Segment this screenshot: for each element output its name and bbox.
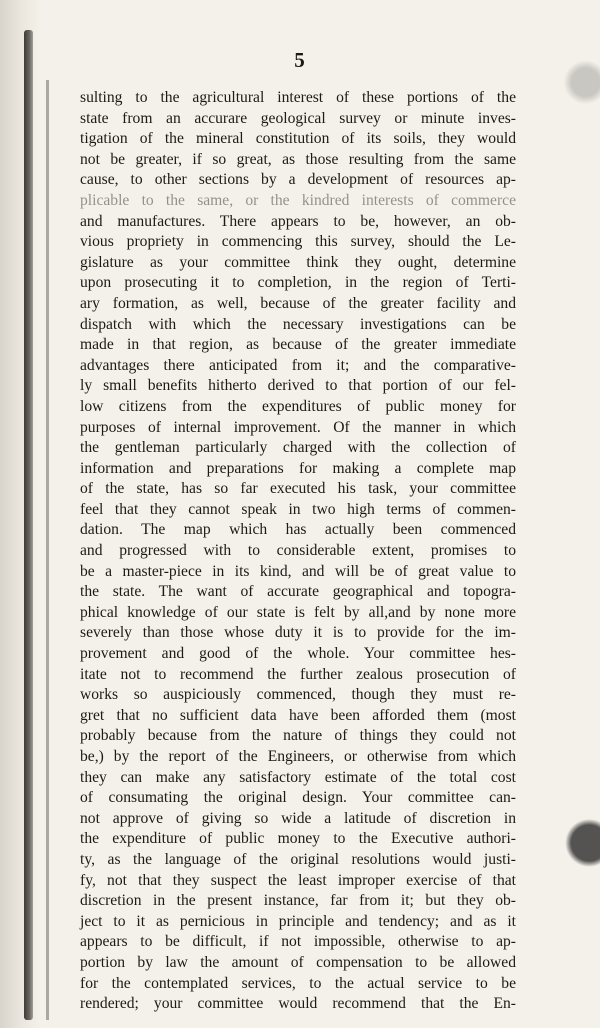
text-line: gret that no sufficient data have been afforded them (most [80,706,516,724]
text-line: dation. The map which has actually been commenced [80,521,516,539]
text-line: state from an accurare geological survey or minute inves- [80,109,516,127]
text-line: for the contemplated services, to the actual service to be [80,974,516,992]
text-line: gislature as your committee think they ought, determine [80,253,516,271]
text-line: portion by law the amount of compensation to be allowed [80,953,516,971]
text-line: of the state, has so far executed his task, your committee [80,480,516,498]
text-line: ject to it as pernicious in principle and tendency; and as it [80,912,516,930]
text-line: the gentleman particularly charged with the collection of [80,439,516,457]
right-margin-smudges [564,0,600,1028]
text-line: ty, as the language of the original resolutions would justi- [80,850,516,868]
text-line: provement and good of the whole. Your committee hes- [80,645,516,663]
text-line: be,) by the report of the Engineers, or otherwise from which [80,748,516,765]
text-line: information and preparations for making a complete map [80,459,516,477]
text-line: and progressed with to considerable extent, promises to [80,542,516,560]
text-line: appears to be difficult, if not impossible, otherwise to ap- [80,933,516,951]
binding-inner-rule [46,80,49,1020]
text-line: rendered; your committee would recommend that the En- [80,995,516,1013]
text-line: ly small benefits hitherto derived to that portion of our fel- [80,377,516,395]
text-line: probably because from the nature of things they could not [80,727,516,745]
text-line: works so auspiciously commenced, though they must re- [80,686,516,704]
text-line: dispatch with which the necessary investigations can be [80,315,516,333]
body-text [80,88,516,1015]
text-line: low citizens from the expenditures of public money for [80,397,516,415]
binding-edge [24,30,33,1020]
text-line: plicable to the same, or the kindred interests of commerce [80,191,516,209]
text-line: upon prosecuting it to completion, in the region of Terti- [80,274,516,292]
text-line: not approve of giving so wide a latitude of discretion in [80,809,516,827]
text-line: phical knowledge of our state is felt by all,and by none more [80,603,516,621]
text-line: the expenditure of public money to the Executive authori- [80,830,516,848]
text-line: not be greater, if so great, as those resulting from the same [80,150,516,168]
text-line: advantages there anticipated from it; and the comparative- [80,356,516,374]
text-line: of consumating the original design. Your committee can- [80,789,516,807]
text-line: purposes of internal improvement. Of the manner in which [80,418,516,436]
page-number: 5 [294,48,306,72]
text-line: fy, not that they suspect the least improper exercise of that [80,871,516,889]
text-line: sulting to the agricultural interest of these portions of the [80,89,516,106]
text-line: itate not to recommend the further zealous prosecution of [80,665,516,683]
text-line: they can make any satisfactory estimate of the total cost [80,768,516,786]
text-line: the state. The want of accurate geographical and topogra- [80,583,516,601]
text-line: cause, to other sections by a development of resources ap- [80,171,516,189]
text-line: severely than those whose duty it is to provide for the im- [80,624,516,642]
text-line: made in that region, as because of the greater immediate [80,336,516,354]
text-line: ary formation, as well, because of the greater facility and [80,294,516,312]
text-line: discretion in the present instance, far from it; but they ob- [80,892,516,910]
text-line: feel that they cannot speak in two high terms of commen- [80,500,516,518]
text-line: tigation of the mineral constitution of its soils, they would [80,130,516,148]
text-line: and manufactures. There appears to be, however, an ob- [80,212,516,230]
page-edge-shadow [0,0,40,1028]
text-line: vious propriety in commencing this survey, should the Le- [80,233,516,251]
text-line: be a master-piece in its kind, and will be of great value to [80,562,516,580]
